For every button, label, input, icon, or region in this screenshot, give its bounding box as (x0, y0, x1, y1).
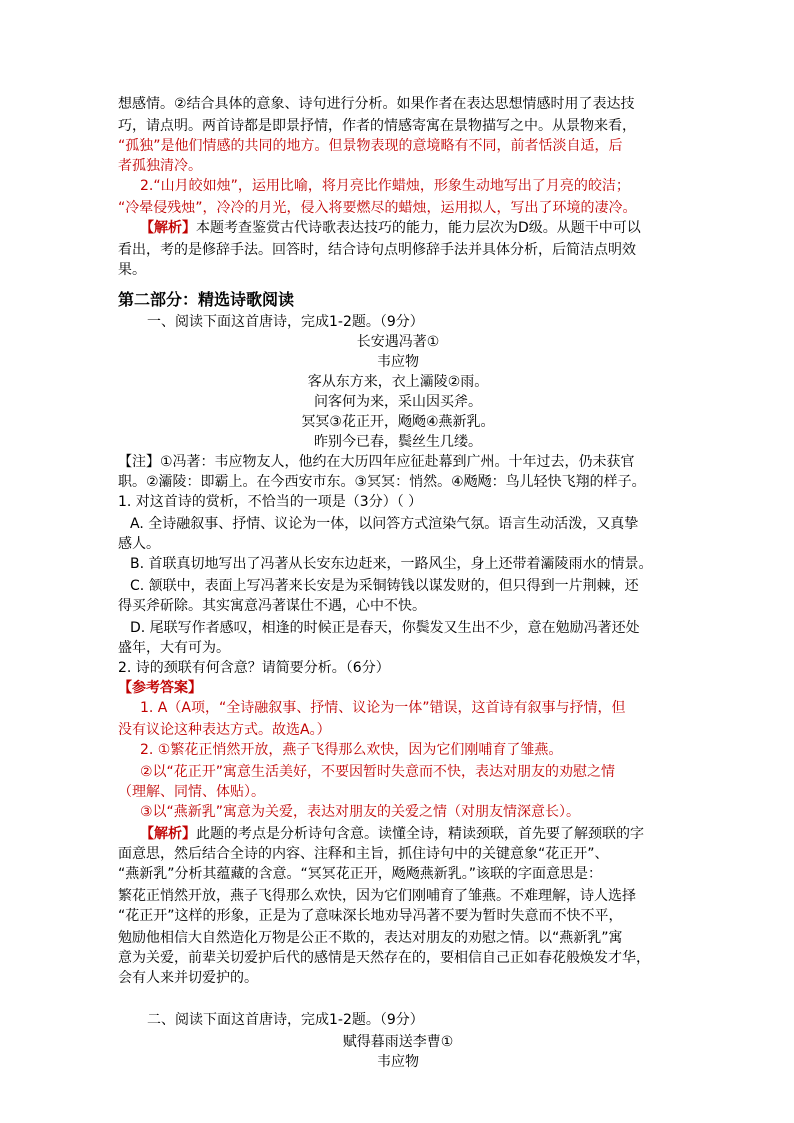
poem-title: 赋得暮雨送李曹① (342, 1034, 454, 1050)
paragraph-line: 巧，请点明。两首诗都是即景抒情，作者的情感寄寓在景物描写之中。从景物来看， (118, 118, 636, 134)
poem-line: 昨别今已春，鬓丝生几缕。 (314, 434, 482, 450)
option-d: 盛年，大有可为。 (118, 640, 230, 656)
option-c: C. 颔联中，表面上写冯著来长安是为采铜铸钱以谋发财的，但只得到一片荆棘，还 (130, 578, 639, 594)
option-a: A. 全诗融叙事、抒情、议论为一体，以问答方式渲染气氛。语言生动活泼，又真挚 (130, 516, 639, 532)
question-text: 2. 诗的颈联有何含意？请简要分析。（6分） (118, 660, 390, 676)
answer-line: 2. ①繁花正悄然开放，燕子飞得那么欢快，因为它们刚哺育了雏燕。 (140, 742, 563, 758)
poem-line: 冥冥③花正开，飏飏④燕新乳。 (301, 414, 495, 430)
analysis-line: 【解析】此题的考点是分析诗句含意。读懂全诗，精读颈联，首先要了解颈联的字 (140, 826, 644, 842)
option-b: B. 首联真切地写出了冯著从长安东边赶来，一路风尘，身上还带着灞陵雨水的情景。 (130, 556, 653, 572)
analysis-line: “花正开”这样的形象，正是为了意味深长地劝导冯著不要为暂时失意而不快不平， (118, 908, 623, 924)
paragraph-line: 者孤独清冷。 (118, 158, 202, 174)
analysis-line: 面意思，然后结合全诗的内容、注释和主旨，抓住诗句中的关键意象“花正开”、 (118, 846, 609, 862)
analysis-line: 勉励他相信大自然造化万物是公正不欺的，表达对朋友的劝慰之情。以“燕新乳”寓 (118, 930, 623, 946)
option-d: D. 尾联写作者感叹，相逢的时候正是春天，你鬓发又生出不少，意在勉励冯著还处 (130, 620, 640, 636)
answer-line: ②以“花正开”寓意生活美好，不要因暂时失意而不快，表达对朋友的劝慰之情 (140, 764, 616, 780)
analysis-line: 意为关爱，前辈关切爱护后代的感情是天然存在的，要相信自己正如春花般焕发才华， (118, 950, 650, 966)
answer-line: ③以“燕新乳”寓意为关爱，表达对朋友的关爱之情（对朋友情深意长）。 (140, 804, 581, 820)
question-intro: 二、阅读下面这首唐诗，完成1-2题。（9分） (147, 1012, 424, 1028)
poem-title: 长安遇冯著① (356, 334, 440, 350)
section-heading: 第二部分：精选诗歌阅读 (118, 290, 295, 309)
analysis-tag: 【解析】 (140, 220, 196, 236)
analysis-line: 会有人来并切爱护的。 (118, 970, 258, 986)
question-text: 1. 对这首诗的赏析，不恰当的一项是（3分）（ ） (118, 494, 423, 510)
analysis-line: “燕新乳”分析其蕴藏的含意。“冥冥花正开，飏飏燕新乳。”该联的字面意思是： (118, 866, 603, 882)
poem-line: 问客何为来，采山因买斧。 (314, 394, 482, 410)
answer-line: 2.“山月皎如烛”，运用比喻，将月亮比作蜡烛，形象生动地写出了月亮的皎洁； (140, 178, 630, 194)
question-intro: 一、阅读下面这首唐诗，完成1-2题。（9分） (147, 314, 424, 330)
poem-author: 韦应物 (377, 354, 419, 370)
note-line: 职。②灞陵：即霸上。在今西安市东。③冥冥：悄然。④飏飏：鸟儿轻快飞翔的样子。 (118, 474, 646, 490)
paragraph-line: 想感情。②结合具体的意象、诗句进行分析。如果作者在表达思想情感时用了表达技 (118, 96, 635, 112)
analysis-line: 【解析】本题考查鉴赏古代诗歌表达技巧的能力，能力层次为D级。从题干中可以 (140, 220, 641, 236)
answer-line: 1. A（A项，“全诗融叙事、抒情、议论为一体”错误，这首诗有叙事与抒情，但 (140, 700, 626, 716)
answer-tag: 【参考答案】 (118, 680, 202, 696)
poem-author: 韦应物 (377, 1054, 419, 1070)
poem-line: 客从东方来，衣上灞陵②雨。 (307, 374, 489, 390)
option-c: 得买斧斫除。其实寓意冯著谋仕不遇，心中不快。 (118, 598, 426, 614)
analysis-line: 看出，考的是修辞手法。回答时，结合诗句点明修辞手法并具体分析，后简洁点明效 (118, 242, 636, 258)
analysis-line: 果。 (118, 262, 146, 278)
option-a: 感人。 (118, 536, 160, 552)
analysis-line: 繁花正悄然开放，燕子飞得那么欢快，因为它们刚哺育了雏燕。不难理解，诗人选择 (118, 888, 636, 904)
note-line: 【注】①冯著：韦应物友人，他约在大历四年应征赴幕到广州。十年过去，仍未获官 (118, 454, 635, 470)
analysis-tag: 【解析】 (140, 826, 196, 842)
answer-line: （理解、同情、体贴）。 (118, 784, 265, 800)
paragraph-line: “孤独”是他们情感的共同的地方。但景物表现的意境略有不同，前者恬淡自适，后 (118, 138, 623, 154)
answer-line: 没有议论这种表达方式。故选A。） (118, 722, 331, 738)
answer-line: “冷晕侵残烛”，冷冷的月光，侵入将要燃尽的蜡烛，运用拟人，写出了环境的凄冷。 (118, 200, 637, 216)
